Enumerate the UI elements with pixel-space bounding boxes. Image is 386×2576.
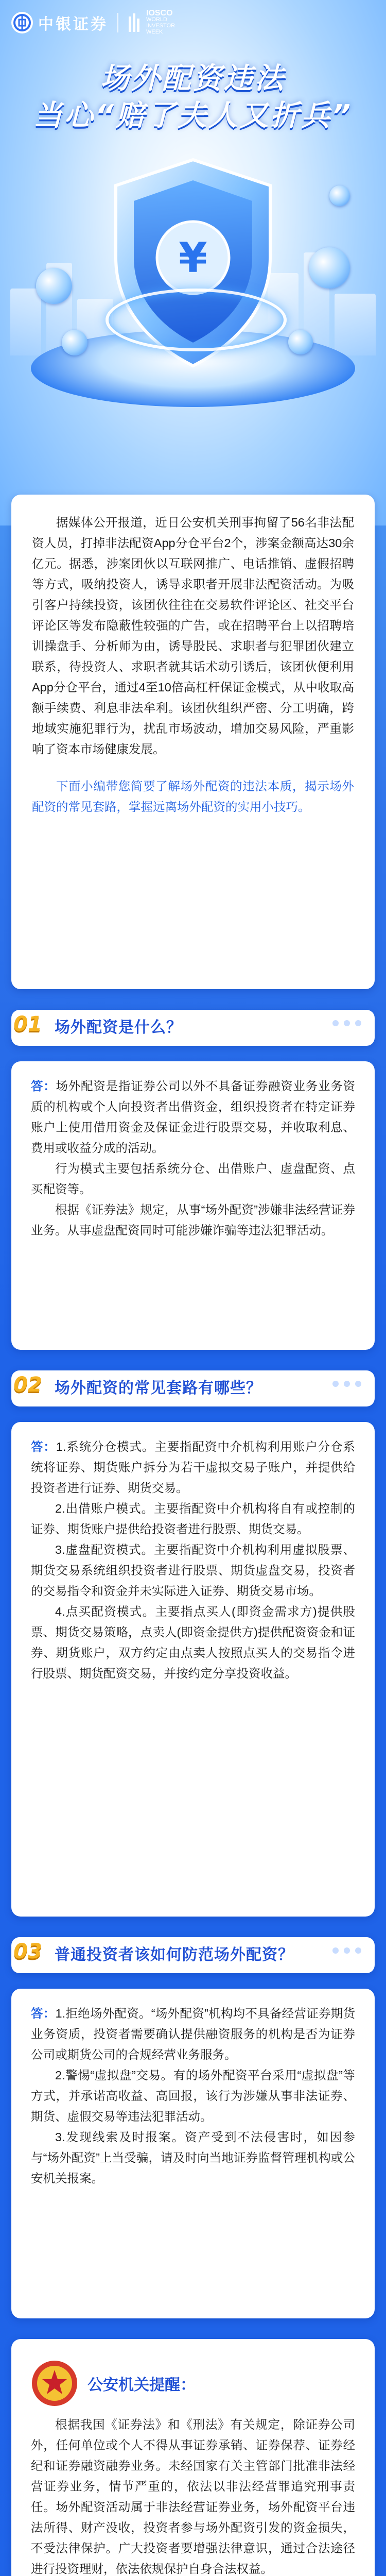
section-number: 01 <box>13 1012 42 1036</box>
answer-label: 答： <box>31 1440 56 1453</box>
hero-title-line1: 场外配资违法 <box>100 62 286 95</box>
answer-paragraph: 根据《证券法》规定，从事“场外配资”涉嫌非法经营证券业务。从事虚盘配资同时可能涉嫌诈骗等违法犯罪活动。 <box>31 1203 355 1237</box>
answer-paragraph: 3.发现线索及时报案。资产受到不法侵害时，如因参与“场外配资”上当受骗，请及时向当地证券监督管理机构或公安机关报案。 <box>31 2130 355 2185</box>
answer-paragraph: 1.拒绝场外配资。“场外配资”机构均不具备经营证券期货业务资质，投资者需要确认提供融资服务的机构是否为证券公司或期货公司的合规经营业务服务。 <box>31 2007 356 2061</box>
answer-label: 答： <box>31 2007 56 2020</box>
answer-paragraph: 1.系统分仓模式。主要指配资中介机构利用账户分仓系统将证券、期货账户拆分为若干虚拟交易子账户，并提供给投资者进行证券、期货交易。 <box>31 1440 356 1495</box>
iosco-line3: WEEK <box>146 29 163 35</box>
answer-label: 答： <box>31 1079 56 1093</box>
section-answer-02 <box>11 1422 375 1917</box>
brand-mark-icon <box>11 12 33 33</box>
hero-title-line2: 当心“赔了夫人又折兵” <box>33 99 353 132</box>
section-title: 场外配资是什么？ <box>55 1019 182 1036</box>
iosco-line1: WORLD <box>146 16 167 23</box>
world-investor-week-icon <box>128 12 143 33</box>
iosco-logo <box>128 10 175 35</box>
brand-name: 中银证券 <box>38 16 108 33</box>
answer-paragraph: 2.警惕“虚拟盘”交易。有的场外配资平台采用“虚拟盘”等方式，并承诺高收益、高回报，该行为涉嫌从事非法证券、期货、虚假交易等违法犯罪活动。 <box>31 2069 355 2123</box>
warning-paragraph: 根据我国《证券法》和《刑法》有关规定，除证券公司外，任何单位或个人不得从事证券承销、证券保荐、证券经纪和证券融资融券业务。未经国家有关主管部门批准非法经营证券业务，情节严重的，依法以非法经营罪追究刑事责任。场外配资活动属于非法经营证券业务，场外配资平台违法所得、财产没收，投资者参与场外配资引发的资金损失，不受法律保护。广大投资者要增强法律意识，通过合法途径进行投资理财，依法依规保护自身合法权益。 <box>31 2418 355 2575</box>
intro-card <box>11 495 375 989</box>
answer-paragraph: 2.出借账户模式。主要指配资中介机构将自有或控制的证券、期货账户提供给投资者进行股票、期货交易。 <box>31 1502 355 1536</box>
answer-paragraph: 4.点买配资模式。主要指点买人(即资金需求方)提供股票、期货交易策略，点卖人(即资金提供方)提供配资资金和证券、期货账户，双方约定由点卖人按照点买人的交易指令进行股票、期货配资交易，并按约定分享投资收益。 <box>31 1605 355 1680</box>
section-header-03 <box>11 1937 375 1973</box>
iosco-short: IOSCO <box>146 9 173 18</box>
brand-divider <box>117 13 118 32</box>
iosco-line2: INVESTOR <box>146 23 176 29</box>
answer-paragraph: 3.虚盘配资模式。主要指配资中介机构利用虚拟股票、期货交易系统组织投资者进行股票、期货虚盘交易，投资者的交易指令和资金并未实际进入证券、期货交易市场。 <box>31 1543 355 1598</box>
brand-logo <box>11 11 108 34</box>
top-brand-bar <box>11 10 175 35</box>
section-header-01 <box>11 1010 375 1046</box>
hero-ring <box>106 289 287 351</box>
section-number: 02 <box>13 1373 42 1397</box>
answer-paragraph: 行为模式主要包括系统分仓、出借账户、虚盘配资、点买配资等。 <box>31 1162 355 1196</box>
decor-dots <box>332 1381 361 1387</box>
police-badge-icon <box>31 2360 78 2407</box>
section-title: 普通投资者该如何防范场外配资？ <box>55 1946 294 1963</box>
warning-title: 公安机关提醒： <box>87 2377 196 2394</box>
hero-banner <box>0 0 386 526</box>
decor-dots <box>332 1020 361 1026</box>
section-header-02 <box>11 1370 375 1406</box>
section-answer-03 <box>11 1989 375 2318</box>
answer-paragraph: 场外配资是指证券公司以外不具备证券融资业务业务资质的机构或个人向投资者出借资金，组织投资者在特定证券账户上使用借用资金及保证金进行股票交易，并收取利息、费用或收益分成的活动。 <box>31 1079 356 1155</box>
intro-summary: 下面小编带您简要了解场外配资的违法本质，揭示场外配资的常见套路，掌握远离场外配资的实用小技巧。 <box>32 779 354 814</box>
section-answer-01 <box>11 1061 375 1350</box>
svg-text:¥: ¥ <box>179 234 207 282</box>
section-number: 03 <box>13 1940 42 1963</box>
intro-paragraph: 据媒体公开报道，近日公安机关刑事拘留了56名非法配资人员，打掉非法配资App分仓平台2个，涉案金额高达30余亿元。据悉，涉案团伙以互联网推广、电话推销、虚假招聘等方式，吸纳投资人，诱导求职者开展非法配资活动。为吸引客户持续投资，该团伙往往在交易软件评论区、社交平台评论区等发布隐蔽性较强的广告，或在招聘平台上以招聘培训操盘手、分析师为由，诱导股民、求职者与犯罪团伙建立联系，待投资人、求职者就其话术动引诱后，该团伙便利用App分仓平台，通过4至10倍高杠杆保证金模式，从中收取高额手续费、利息非法牟利。该团伙组织严密、分工明确，跨地域实施犯罪行为，扰乱市场波动，增加交易风险，严重影响了资本市场健康发展。 <box>32 516 354 756</box>
police-reminder-card <box>11 2339 375 2576</box>
section-title: 场外配资的常见套路有哪些？ <box>55 1380 262 1397</box>
decor-dots <box>332 1947 361 1954</box>
